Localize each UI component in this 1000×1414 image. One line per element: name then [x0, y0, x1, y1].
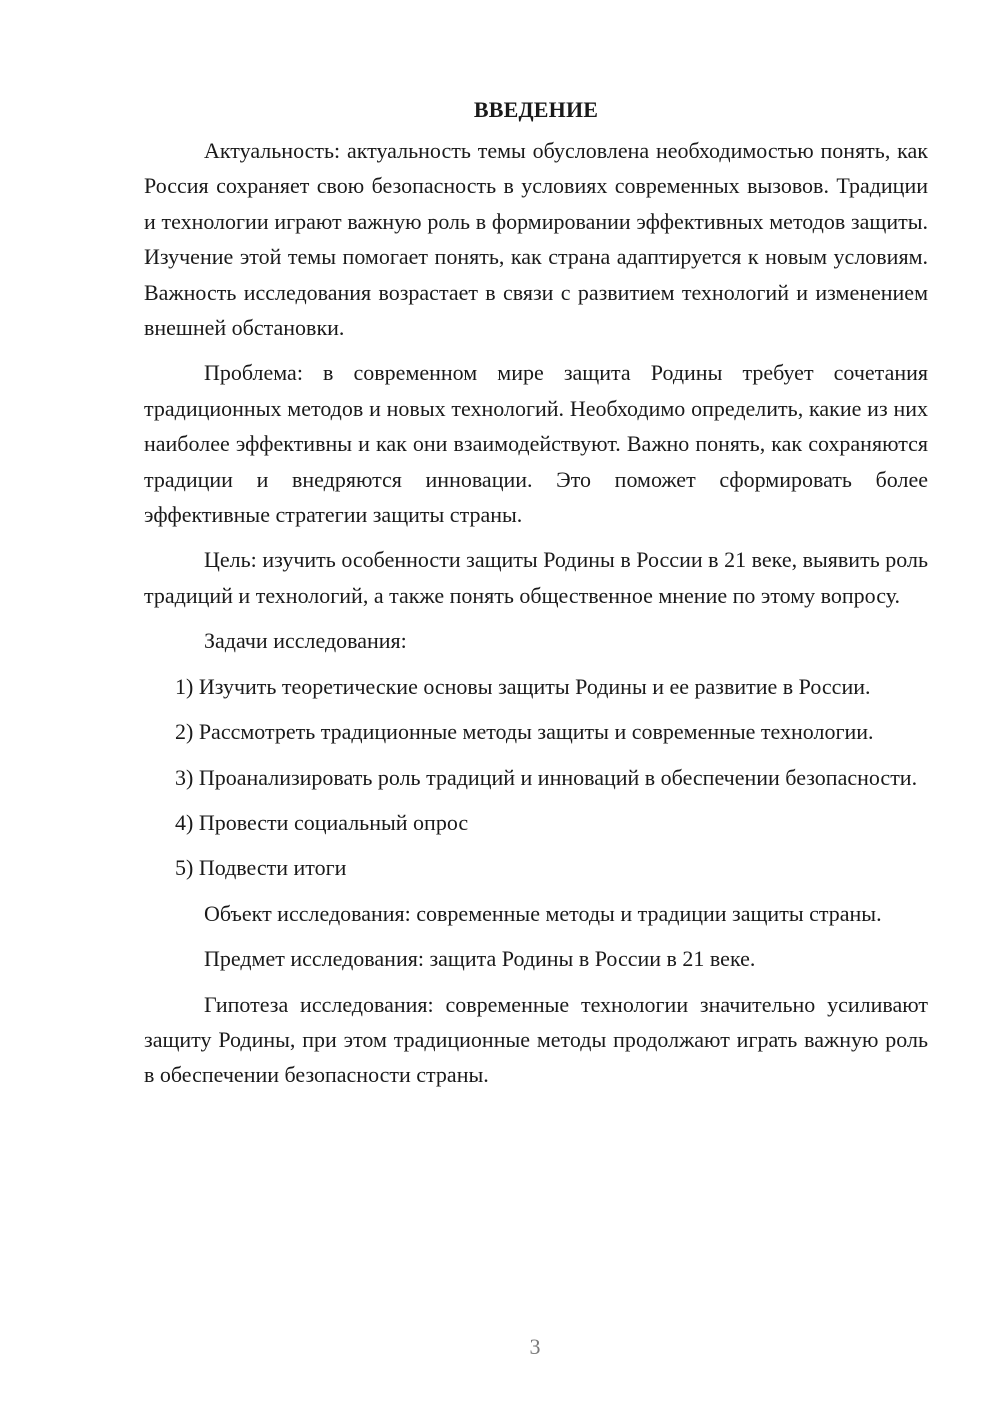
- list-item: 5) Подвести итоги: [175, 855, 347, 881]
- hypothesis-paragraph: Гипотеза исследования: современные технологии значительно усиливают защиту Родины, при этом традиционные методы продолжают играть важную роль в обеспечении безопасности страны.: [144, 991, 928, 1088]
- list-item: 3) Проанализировать роль традиций и инноваций в обеспечении безопасности.: [175, 764, 918, 790]
- object-paragraph: Объект исследования: современные методы и традиции защиты страны.: [204, 900, 882, 926]
- list-item: 2) Рассмотреть традиционные методы защиты и современные технологии.: [175, 719, 874, 745]
- subject-paragraph: Предмет исследования: защита Родины в России в 21 веке.: [204, 946, 756, 972]
- tasks-heading: Задачи исследования:: [204, 628, 407, 654]
- problem-paragraph: Проблема: в современном мире защита Родины требует сочетания традиционных методов и новых технологий. Необходимо определить, какие из них наиболее эффективны и как они взаимодействуют. Важно понять, как сохраняются традиции и внедряются инновации. Это поможет сформировать более эффективные стратегии защиты страны.: [144, 360, 928, 528]
- goal-paragraph: Цель: изучить особенности защиты Родины в России в 21 веке, выявить роль традиций и технологий, а также понять общественное мнение по этому вопросу.: [144, 547, 928, 608]
- list-item: 4) Провести социальный опрос: [175, 809, 469, 835]
- page-number: 3: [529, 1334, 541, 1359]
- page-title: ВВЕДЕНИЕ: [473, 97, 599, 122]
- relevance-paragraph: Актуальность: актуальность темы обусловлена необходимостью понять, как Россия сохраняет свою безопасность в условиях современных вызовов. Традиции и технологии играют важную роль в формировании эффективных методов защиты. Изучение этой темы помогает понять, как страна адаптируется к новым условиям. Важность исследования возрастает в связи с развитием технологий и изменением внешней обстановки.: [144, 138, 928, 341]
- list-item: 1) Изучить теоретические основы защиты Родины и ее развитие в России.: [175, 673, 871, 699]
- document-page: [144, 92, 928, 1103]
- tasks-list: [144, 669, 928, 886]
